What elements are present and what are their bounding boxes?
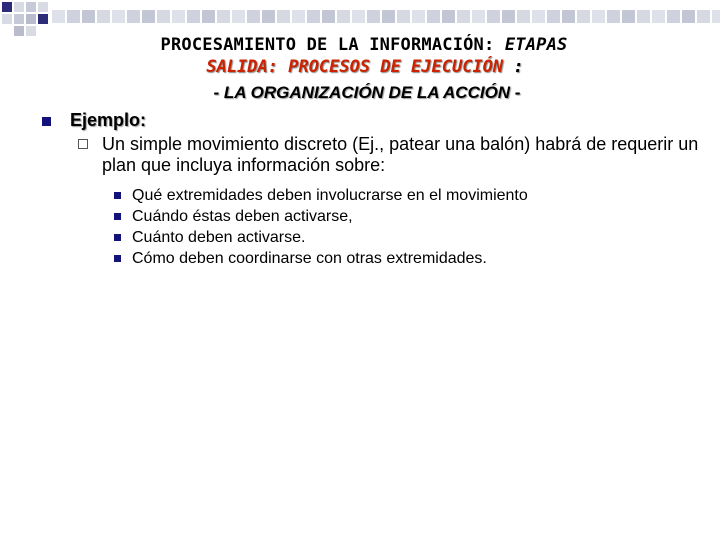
header-band-square	[577, 10, 590, 23]
list-item	[114, 206, 702, 227]
square-bullet-icon	[114, 255, 121, 262]
bullet-level-2	[70, 134, 702, 176]
header-band-square	[352, 10, 365, 23]
slide-content	[42, 110, 702, 269]
list-item-text: Qué extremidades deben involucrarse en el movimiento	[132, 187, 528, 204]
header-band-square	[607, 10, 620, 23]
header-band-square	[277, 10, 290, 23]
header-band-square	[562, 10, 575, 23]
title-main-text: PROCESAMIENTO DE LA INFORMACIÓN:	[160, 35, 505, 55]
title-suffix-text: :	[503, 57, 524, 77]
header-band-square	[82, 10, 95, 23]
header-band-square	[442, 10, 455, 23]
header-band-square	[202, 10, 215, 23]
header-band-square	[682, 10, 695, 23]
header-band-square	[322, 10, 335, 23]
header-band-square	[367, 10, 380, 23]
header-band-square	[262, 10, 275, 23]
header-band-square	[187, 10, 200, 23]
header-band-square	[652, 10, 665, 23]
list-item-text: Cómo deben coordinarse con otras extremidades.	[132, 250, 487, 267]
header-band-square	[397, 10, 410, 23]
header-band-square	[427, 10, 440, 23]
header-band-square	[67, 10, 80, 23]
header-band-square	[457, 10, 470, 23]
list-item-text: Cuánto deben activarse.	[132, 229, 306, 246]
square-bullet-icon	[114, 213, 121, 220]
square-bullet-icon	[114, 192, 121, 199]
header-band-square	[232, 10, 245, 23]
header-band-square	[622, 10, 635, 23]
header-band-square	[412, 10, 425, 23]
header-band-square	[217, 10, 230, 23]
square-bullet-icon	[42, 117, 51, 126]
header-band	[52, 10, 720, 23]
square-bullet-icon	[114, 234, 121, 241]
header-squares-pattern	[2, 2, 48, 36]
list-item	[114, 185, 702, 206]
bullet-level-1	[42, 110, 702, 131]
list-item	[114, 248, 702, 269]
title-line-1	[8, 34, 720, 56]
header-band-square	[697, 10, 710, 23]
header-band-square	[532, 10, 545, 23]
list-item-text: Cuándo éstas deben activarse,	[132, 208, 353, 225]
sub-item-text: Un simple movimiento discreto (Ej., patear una balón) habrá de requerir un plan que incluya información sobre:	[102, 134, 699, 175]
header-band-square	[487, 10, 500, 23]
header-band-square	[97, 10, 110, 23]
header-band-square	[292, 10, 305, 23]
header-band-square	[712, 10, 720, 23]
header-band-square	[52, 10, 65, 23]
header-band-square	[382, 10, 395, 23]
header-band-square	[112, 10, 125, 23]
title-line-3: - LA ORGANIZACIÓN DE LA ACCIÓN -	[213, 83, 521, 102]
header-band-square	[592, 10, 605, 23]
header-band-square	[637, 10, 650, 23]
title-line-2	[10, 56, 720, 78]
header-band-square	[667, 10, 680, 23]
header-band-square	[127, 10, 140, 23]
header-band-square	[517, 10, 530, 23]
header-band-square	[472, 10, 485, 23]
example-heading: Ejemplo:	[70, 110, 147, 130]
header-band-square	[547, 10, 560, 23]
header-band-square	[142, 10, 155, 23]
slide-title	[0, 34, 720, 104]
bullet-list-level-3	[114, 185, 702, 269]
header-band-square	[502, 10, 515, 23]
title-highlight-text: SALIDA: PROCESOS DE EJECUCIÓN	[206, 57, 504, 77]
hollow-square-bullet-icon	[78, 139, 88, 149]
header-band-square	[307, 10, 320, 23]
header-band-square	[247, 10, 260, 23]
header-band-square	[337, 10, 350, 23]
header-band-square	[172, 10, 185, 23]
title-italic-text: ETAPAS	[504, 35, 568, 55]
header-band-square	[157, 10, 170, 23]
list-item	[114, 227, 702, 248]
